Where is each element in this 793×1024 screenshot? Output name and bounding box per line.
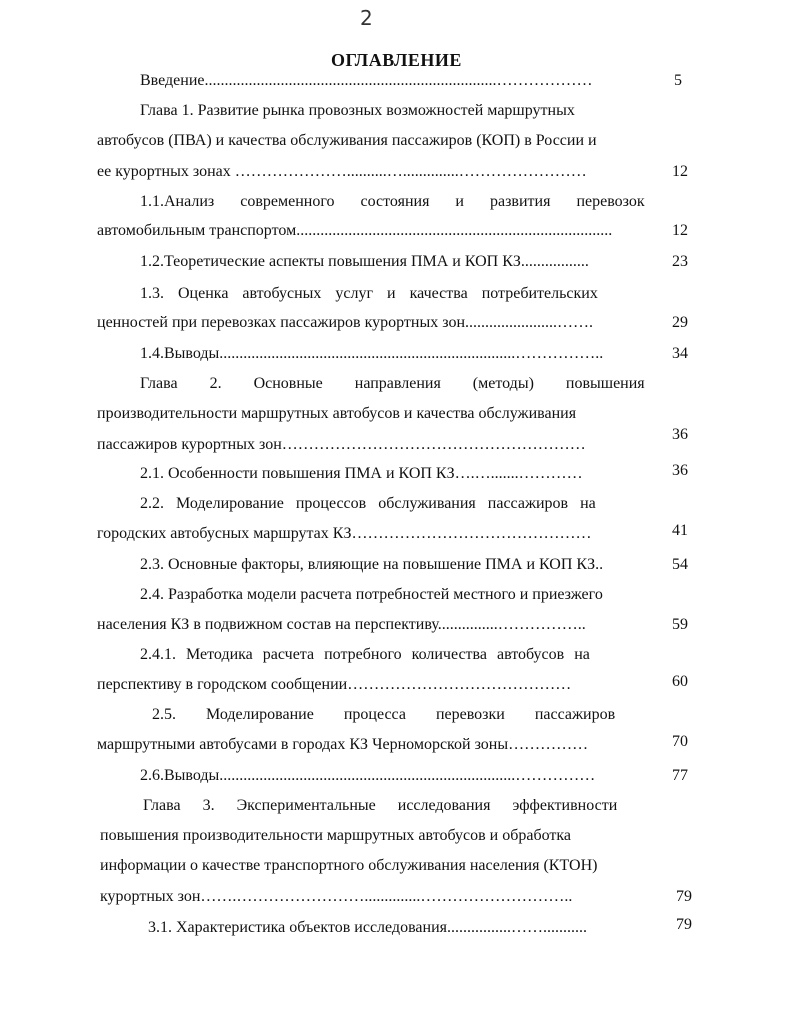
toc-entry-text: перспективу в городском сообщении…………………………………… <box>97 676 572 693</box>
toc-entry-text: 1.2.Теоретические аспекты повышения ПМА и КОП КЗ................. <box>140 253 589 270</box>
toc-entry-text: маршрутными автобусами в городах КЗ Черноморской зоны…………… <box>97 736 589 753</box>
toc-entry-text: курортных зон…….……………………..............……………………….. <box>100 888 573 905</box>
toc-entry-text: ценностей при перевозках пассажиров курортных зон.......................……. <box>97 314 593 331</box>
toc-entry-text: Введение.........................................................................……………… <box>140 72 593 89</box>
toc-page-number: 29 <box>672 314 688 331</box>
toc-entry-text: повышения производительности маршрутных автобусов и обработка <box>100 827 572 844</box>
toc-entry-text: 1.4.Выводы..........................................................................…………….. <box>140 345 604 362</box>
toc-page-number: 79 <box>676 916 692 933</box>
page-title: ОГЛАВЛЕНИЕ <box>331 50 462 70</box>
toc-entry-text: Глава 3. Экспериментальные исследования эффективности <box>143 797 618 814</box>
toc-page-number: 36 <box>672 426 688 443</box>
toc-entry-text: 2.6.Выводы..........................................................................…………… <box>140 767 596 784</box>
toc-page-number: 59 <box>672 616 688 633</box>
toc-entry-text: 3.1. Характеристика объектов исследования................……........... <box>148 919 587 936</box>
toc-page-number: 79 <box>676 888 692 905</box>
toc-entry-text: автобусов (ПВА) и качества обслуживания пассажиров (КОП) в России и <box>97 132 597 149</box>
toc-entry-text: 1.1.Анализ современного состояния и развития перевозок <box>140 193 645 210</box>
toc-entry-text: населения КЗ в подвижном состав на перспективу...............…………….. <box>97 616 586 633</box>
toc-page-number: 12 <box>672 163 688 180</box>
toc-entry-text: 2.4.1. Методика расчета потребного количества автобусов на <box>140 646 590 663</box>
toc-entry-text: Глава 2. Основные направления (методы) повышения <box>140 375 645 392</box>
toc-page-number: 23 <box>672 253 688 270</box>
toc-entry-text: городских автобусных маршрутах КЗ……………………………………… <box>97 525 592 542</box>
toc-entry-text: 1.3. Оценка автобусных услуг и качества потребительских <box>140 285 598 302</box>
toc-entry-text: Глава 1. Развитие рынка провозных возможностей маршрутных <box>140 102 575 119</box>
toc-page-number: 5 <box>674 72 682 89</box>
toc-entry-text: информации о качестве транспортного обслуживания населения (КТОН) <box>100 857 598 874</box>
toc-page-number: 12 <box>672 222 688 239</box>
toc-page-number: 60 <box>672 673 688 690</box>
toc-entry-text: 2.4. Разработка модели расчета потребностей местного и приезжего <box>140 586 603 603</box>
page-number: 2 <box>360 6 373 30</box>
toc-page-number: 34 <box>672 345 688 362</box>
toc-entry-text: 2.1. Особенности повышения ПМА и КОП КЗ….….......………… <box>140 465 583 482</box>
toc-entry-text: автомобильным транспортом............................................................................... <box>97 222 613 239</box>
toc-entry-text: пассажиров курортных зон………………………………………………… <box>97 436 586 453</box>
toc-entry-text: 2.3. Основные факторы, влияющие на повышение ПМА и КОП КЗ.. <box>140 556 604 573</box>
toc-page-number: 70 <box>672 733 688 750</box>
toc-entry-text: 2.2. Моделирование процессов обслуживания пассажиров на <box>140 495 596 512</box>
toc-page-number: 36 <box>672 462 688 479</box>
toc-page-number: 54 <box>672 556 688 573</box>
toc-page-number: 41 <box>672 522 688 539</box>
toc-entry-text: ее курортных зонах …………………..........…..............…………………… <box>97 163 587 180</box>
toc-entry-text: 2.5. Моделирование процесса перевозки пассажиров <box>152 706 616 723</box>
toc-entry-text: производительности маршрутных автобусов и качества обслуживания <box>97 405 577 422</box>
toc-page-number: 77 <box>672 767 688 784</box>
